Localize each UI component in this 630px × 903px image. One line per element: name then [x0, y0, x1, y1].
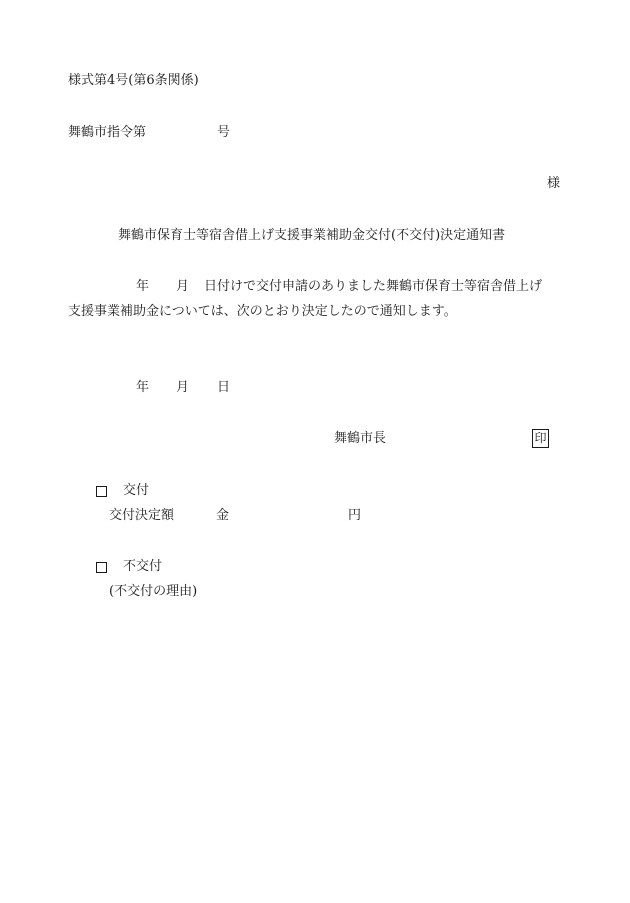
grant-amount-unit: 円	[348, 508, 362, 523]
grant-amount-prefix: 金	[216, 508, 230, 523]
date-year-label: 年	[136, 380, 150, 395]
date-month-label: 月	[176, 380, 190, 395]
checkbox-square-icon	[96, 486, 107, 497]
body-line-1: 日付けで交付申請のありました舞鶴市保育士等宿舎借上げ	[204, 279, 543, 294]
grant-amount-label: 交付決定額	[109, 508, 175, 523]
body-month-label: 月	[176, 279, 190, 294]
body-line-2: 支援事業補助金については、次のとおり決定したので通知します。	[68, 304, 457, 319]
no-grant-checkbox[interactable]	[96, 560, 107, 576]
grant-checkbox[interactable]	[96, 484, 107, 500]
no-grant-option-label: 不交付	[123, 559, 163, 574]
checkbox-square-icon	[96, 562, 107, 573]
addressee-suffix: 様	[547, 176, 561, 191]
no-grant-reason-label: (不交付の理由)	[109, 584, 198, 599]
seal-mark: 印	[532, 429, 549, 448]
notice-number-suffix: 号	[217, 125, 231, 140]
body-year-label: 年	[136, 279, 150, 294]
grant-option-label: 交付	[123, 483, 150, 498]
document-title: 舞鶴市保育士等宿舎借上げ支援事業補助金交付(不交付)決定通知書	[118, 228, 506, 243]
notice-number-prefix: 舞鶴市指令第	[68, 125, 147, 140]
issuer-title: 舞鶴市長	[334, 431, 387, 446]
form-number: 様式第4号(第6条関係)	[68, 73, 199, 88]
date-day-label: 日	[217, 380, 231, 395]
